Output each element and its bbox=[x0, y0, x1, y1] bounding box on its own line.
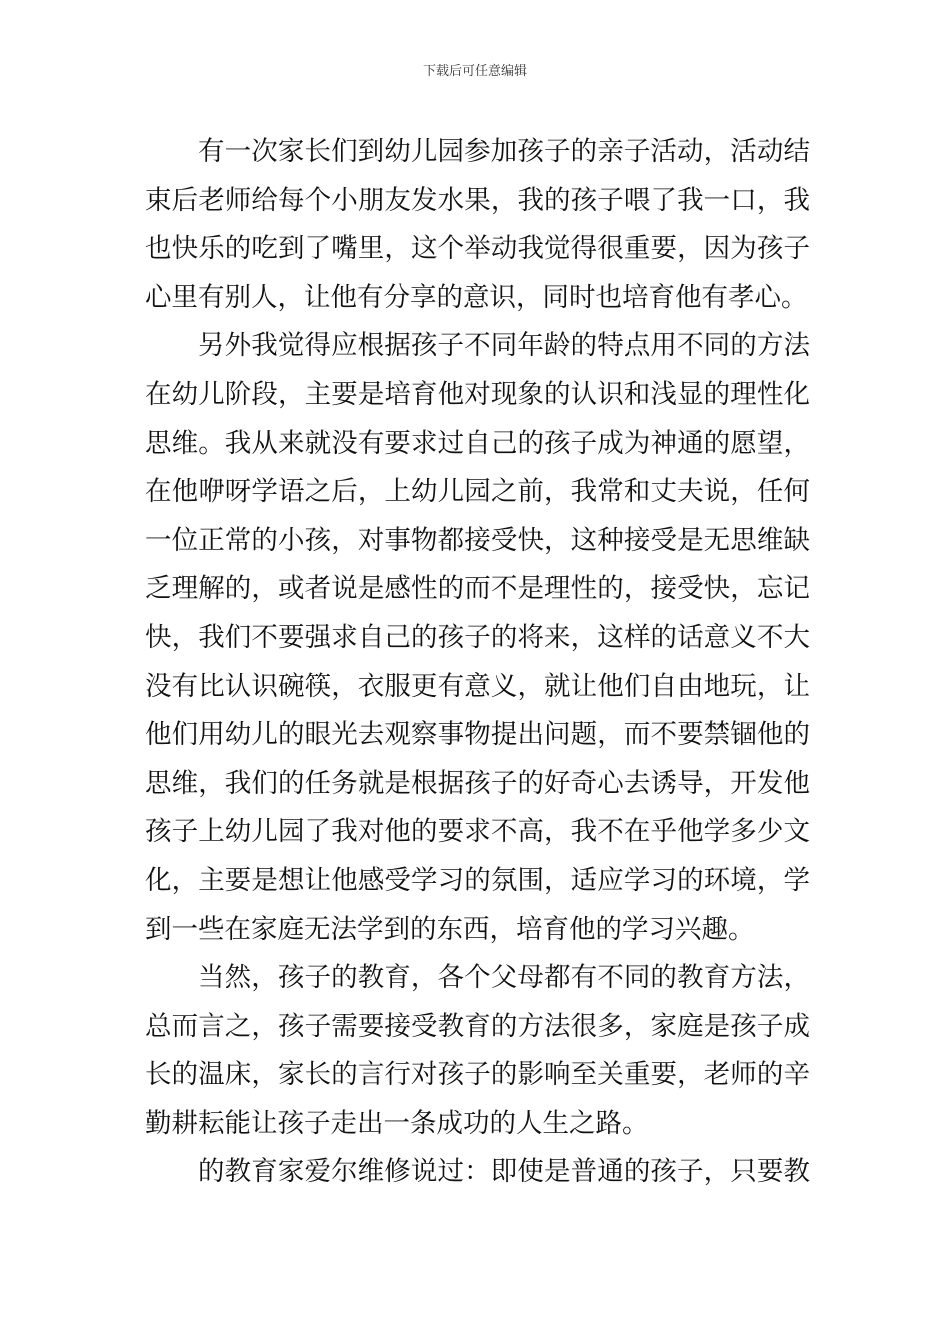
text-line: 的教育家爱尔维修说过：即使是普通的孩子，只要教 bbox=[198, 1156, 810, 1188]
text-line: 快，我们不要强求自己的孩子的将来，这样的话意义不大 bbox=[145, 621, 810, 653]
text-line: 另外我觉得应根据孩子不同年龄的特点用不同的方法 bbox=[198, 330, 810, 362]
text-line: 一位正常的小孩，对事物都接受快，这种接受是无思维缺 bbox=[145, 524, 810, 556]
text-line: 到一些在家庭无法学到的东西，培育他的学习兴趣。 bbox=[145, 913, 755, 945]
text-line: 束后老师给每个小朋友发水果，我的孩子喂了我一口，我 bbox=[145, 184, 810, 216]
text-line: 勤耕耘能让孩子走出一条成功的人生之路。 bbox=[145, 1107, 649, 1139]
text-line: 乏理解的，或者说是感性的而不是理性的，接受快，忘记 bbox=[145, 573, 810, 605]
text-line: 在他咿呀学语之后，上幼儿园之前，我常和丈夫说，任何 bbox=[145, 476, 810, 508]
text-line: 心里有别人，让他有分享的意识，同时也培育他有孝心。 bbox=[145, 281, 808, 313]
text-line: 长的温床，家长的言行对孩子的影响至关重要，老师的辛 bbox=[145, 1059, 810, 1091]
text-line: 总而言之，孩子需要接受教育的方法很多，家庭是孩子成 bbox=[145, 1010, 810, 1042]
text-line: 也快乐的吃到了嘴里，这个举动我觉得很重要，因为孩子 bbox=[145, 233, 810, 265]
text-line: 思维，我们的任务就是根据孩子的好奇心去诱导，开发他 bbox=[145, 767, 810, 799]
text-line: 在幼儿阶段，主要是培育他对现象的认识和浅显的理性化 bbox=[145, 378, 810, 410]
text-line: 孩子上幼儿园了我对他的要求不高，我不在乎他学多少文 bbox=[145, 816, 810, 848]
body-text bbox=[145, 128, 810, 1197]
text-line: 当然，孩子的教育，各个父母都有不同的教育方法， bbox=[198, 962, 810, 994]
text-line: 他们用幼儿的眼光去观察事物提出问题，而不要禁锢他的 bbox=[145, 719, 810, 751]
text-line: 有一次家长们到幼儿园参加孩子的亲子活动，活动结 bbox=[198, 136, 810, 167]
page-header: 下载后可任意编辑 bbox=[422, 64, 527, 79]
text-line: 化，主要是想让他感受学习的氛围，适应学习的环境，学 bbox=[145, 864, 810, 896]
text-line: 思维。我从来就没有要求过自己的孩子成为神通的愿望， bbox=[145, 427, 810, 459]
text-line: 没有比认识碗筷，衣服更有意义，就让他们自由地玩，让 bbox=[145, 670, 810, 702]
